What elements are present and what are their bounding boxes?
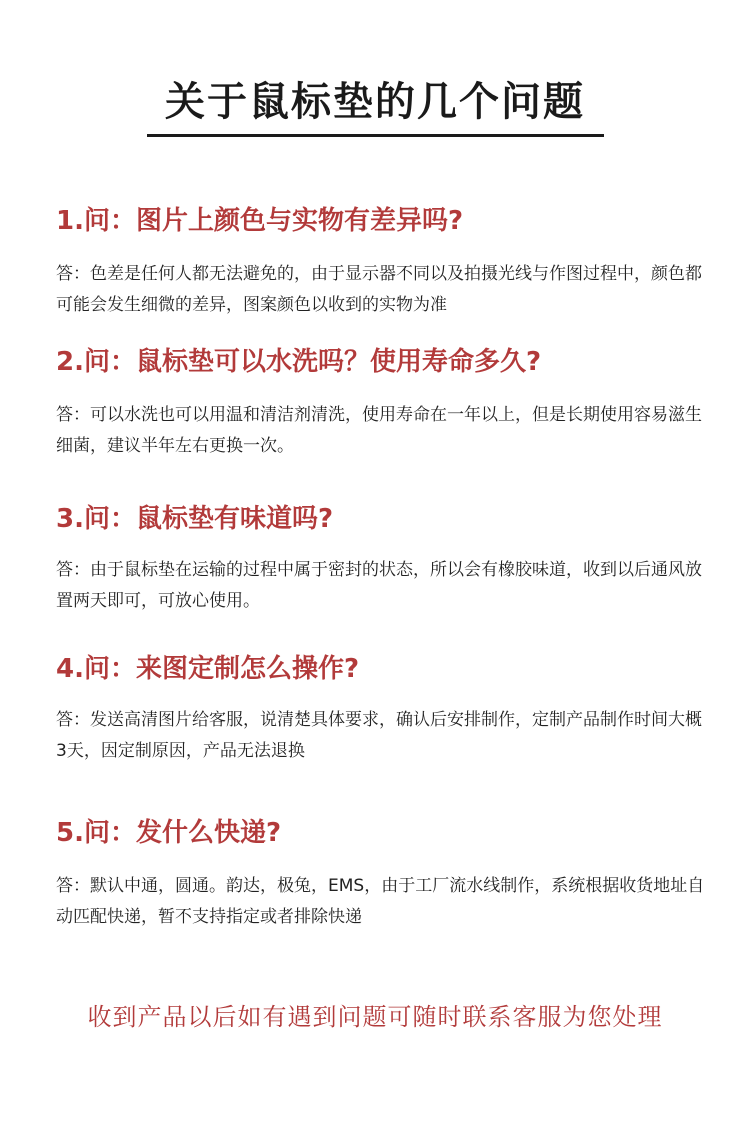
faq-answer-1: 答：色差是任何人都无法避免的，由于显示器不同以及拍摄光线与作图过程中，颜色都可能会发生细微的差异，图案颜色以收到的实物为准 [56,264,702,315]
faq-answer-2: 答：可以水洗也可以用温和清洁剂清洗，使用寿命在一年以上，但是长期使用容易滋生细菌，建议半年左右更换一次。 [56,405,702,456]
page-title: 关于鼠标垫的几个问题 [165,79,585,125]
faq-item-2 [56,345,706,462]
faq-question-4: 4.问：来图定制怎么操作? [56,654,360,684]
faq-item-3 [56,502,706,617]
faq-question-2: 2.问：鼠标垫可以水洗吗？使用寿命多久? [56,347,542,377]
faq-item-4 [56,652,706,767]
faq-item-5 [56,816,706,933]
faq-answer-4: 答：发送高清图片给客服，说清楚具体要求，确认后安排制作，定制产品制作时间大概3天，因定制原因，产品无法退换 [56,710,702,761]
faq-question-3: 3.问：鼠标垫有味道吗? [56,504,334,534]
faq-answer-3: 答：由于鼠标垫在运输的过程中属于密封的状态，所以会有橡胶味道，收到以后通风放置两天即可，可放心使用。 [56,560,702,611]
footer-note: 收到产品以后如有遇到问题可随时联系客服为您处理 [87,1003,663,1031]
faq-item-1 [56,204,706,321]
faq-question-1: 1.问：图片上颜色与实物有差异吗? [56,206,464,236]
faq-question-5: 5.问：发什么快递? [56,818,282,848]
title-underline [147,134,604,137]
faq-answer-5: 答：默认中通，圆通。韵达，极兔，EMS，由于工厂流水线制作，系统根据收货地址自动匹配快递，暂不支持指定或者排除快递 [56,876,705,927]
